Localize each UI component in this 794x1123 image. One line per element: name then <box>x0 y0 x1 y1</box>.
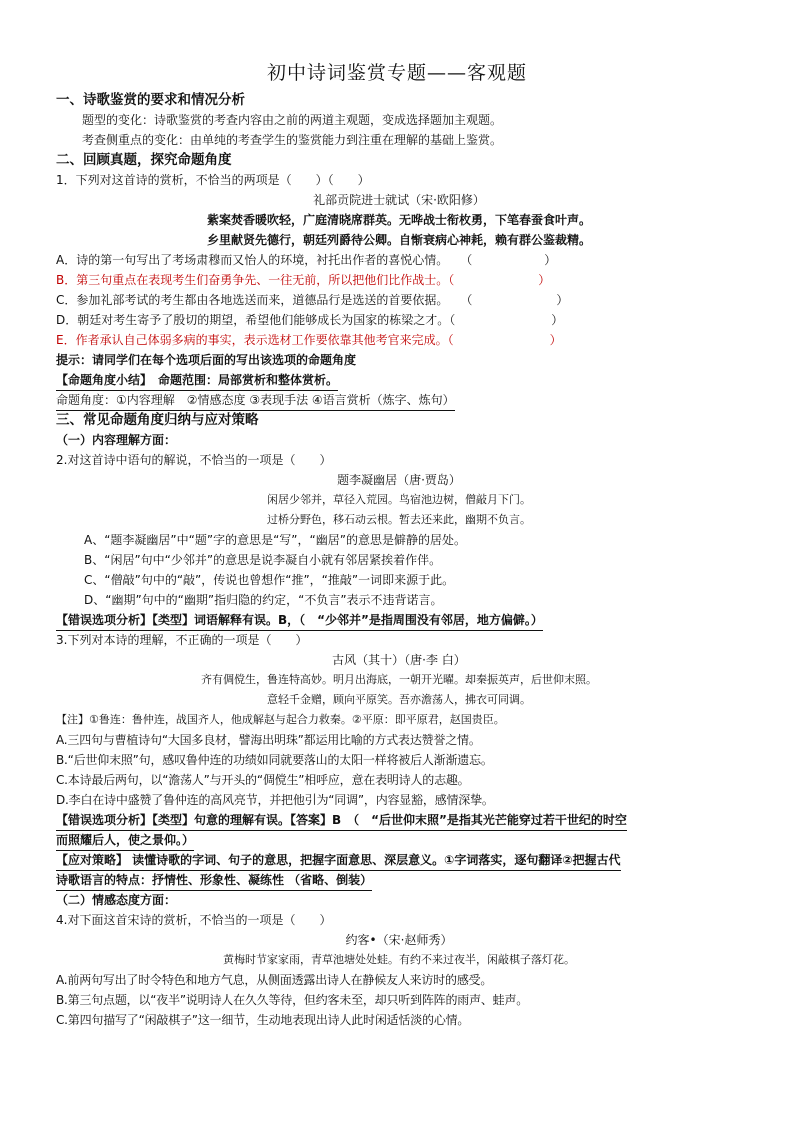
page-title: 初中诗词鉴赏专题——客观题 <box>266 62 527 84</box>
poem-title: 题李凝幽居（唐·贾岛） <box>337 473 461 487</box>
poem-line: 意轻千金赠，顾向平原笑。吾亦澹荡人，拂衣可同调。 <box>267 693 531 706</box>
hint: 提示：请同学们在每个选项后面的写出该选项的命题角度 <box>56 353 357 367</box>
subsection-heading: （二）情感态度方面： <box>56 893 177 907</box>
poem-line: 乡里献贤先德行，朝廷列爵待公卿。自惭衰病心神耗，赖有群公鉴裁精。 <box>206 233 591 247</box>
poem-title: 古风（其十）（唐·李 白） <box>332 653 466 667</box>
option-c: C．参加礼部考试的考生都由各地选送而来，道德品行是选送的首要依据。 （ ） <box>56 293 569 307</box>
poem-title: 礼部贡院进士就试（宋·欧阳修） <box>313 193 485 207</box>
section-heading-1: 一、诗歌鉴赏的要求和情况分析 <box>56 92 245 108</box>
document-body <box>56 90 742 1030</box>
option-d: D.李白在诗中盛赞了鲁仲连的高风亮节，并把他引为“同调”，内容显豁，感情深挚。 <box>56 793 494 807</box>
summary-heading: 【命题角度小结】 命题范围：局部赏析和整体赏析。 <box>56 370 338 391</box>
paragraph: 考查侧重点的变化：由单纯的考查学生的鉴赏能力到注重在理解的基础上鉴赏。 <box>82 133 503 147</box>
option-c: C.第四句描写了“闲敲棋子”这一细节，生动地表现出诗人此时闲适恬淡的心情。 <box>56 1013 470 1027</box>
option-a: A.三四句与曹植诗句“大国多良材，譬海出明珠”都运用比喻的方式表达赞誉之情。 <box>56 733 481 747</box>
section-heading-3: 三、常见命题角度归纳与应对策略 <box>56 412 259 428</box>
question-1: 1．下列对这首诗的赏析，不恰当的两项是（ ）（ ） <box>56 173 370 187</box>
option-a: A、“题李凝幽居”中“题”字的意思是“写”，“幽居”的意思是僻静的居处。 <box>84 533 466 547</box>
option-b: B、“闲居”句中“少邻并”的意思是说李凝自小就有邻居紧挨着作伴。 <box>84 553 442 567</box>
error-analysis-cont: 而照耀后人，使之景仰。） <box>56 830 194 851</box>
strategy-cont: 诗歌语言的特点：抒情性、形象性、凝练性 （省略、倒装） <box>56 870 372 891</box>
option-d: D、“幽期”句中的“幽期”指归隐的约定，“不负言”表示不违背诺言。 <box>84 593 443 607</box>
option-c: C.本诗最后两句，以“澹荡人”与开头的“倜傥生”相呼应，意在表明诗人的志趣。 <box>56 773 470 787</box>
option-e: E．作者承认自己体弱多病的事实，表示选材工作要依靠其他考官来完成。（ ） <box>56 333 562 347</box>
option-c: C、“僧敲”句中的“敲”，传说也曾想作“推”，“推敲”一词即来源于此。 <box>84 573 455 587</box>
strategy: 【应对策略】 读懂诗歌的字词、句子的意思，把握字面意思、深层意义。①字词落实，逐句翻译②把握古代 <box>56 850 621 871</box>
annotation: 【注】①鲁连：鲁仲连，战国齐人，他成解赵与起合力救秦。②平原：即平原君，赵国贵臣。 <box>56 713 505 726</box>
option-b: B．第三句重点在表现考生们奋勇争先、一往无前，所以把他们比作战士。（ ） <box>56 273 551 287</box>
poem-line: 闲居少邻并，草径入荒园。鸟宿池边树，僧敲月下门。 <box>267 493 531 506</box>
poem-line: 紫案焚香暖吹轻，广庭清晓席群英。无哗战士衔枚勇，下笔春蚕食叶声。 <box>206 213 591 227</box>
summary-angles: 命题角度：①内容理解 ②情感态度 ③表现手法 ④语言赏析（炼字、炼句） <box>56 390 455 411</box>
poem-line: 齐有倜傥生，鲁连特高妙。明月出海底，一朝开光曜。却秦振英声，后世仰末照。 <box>201 673 597 686</box>
subsection-heading: （一）内容理解方面： <box>56 433 177 447</box>
question-4: 4.对下面这首宋诗的赏析，不恰当的一项是（ ） <box>56 913 332 927</box>
option-b: B.第三句点题，以“夜半”说明诗人在久久等待，但约客未至，却只听到阵阵的雨声、蛙声。 <box>56 993 529 1007</box>
paragraph: 题型的变化：诗歌鉴赏的考查内容由之前的两道主观题，变成选择题加主观题。 <box>82 113 503 127</box>
poem-line: 过桥分野色，移石动云根。暂去还来此，幽期不负言。 <box>267 513 531 526</box>
option-d: D．朝廷对考生寄予了殷切的期望，希望他们能够成长为国家的栋梁之才。（ ） <box>56 313 564 327</box>
option-a: A．诗的第一句写出了考场肃穆而又怡人的环境，衬托出作者的喜悦心情。 （ ） <box>56 253 557 267</box>
poem-line: 黄梅时节家家雨，青草池塘处处蛙。有约不来过夜半，闲敲棋子落灯花。 <box>223 953 575 966</box>
error-analysis: 【错误选项分析】【类型】词语解释有误。B，（ “少邻并”是指周围没有邻居，地方偏僻。） <box>56 610 543 631</box>
question-2: 2.对这首诗中语句的解说，不恰当的一项是（ ） <box>56 453 332 467</box>
option-a: A.前两句写出了时令特色和地方气息，从侧面透露出诗人在静候友人来访时的感受。 <box>56 973 493 987</box>
poem-title: 约客•（宋·赵师秀） <box>345 933 453 947</box>
error-analysis: 【错误选项分析】【类型】句意的理解有误。【答案】B （ “后世仰末照”是指其光芒能穿过若干世纪的时空 <box>56 810 627 831</box>
question-3: 3.下列对本诗的理解，不正确的一项是（ ） <box>56 633 308 647</box>
section-heading-2: 二、回顾真题，探究命题角度 <box>56 152 232 168</box>
option-b: B.“后世仰末照”句，感叹鲁仲连的功绩如同就要落山的太阳一样将被后人渐渐遗忘。 <box>56 753 493 767</box>
